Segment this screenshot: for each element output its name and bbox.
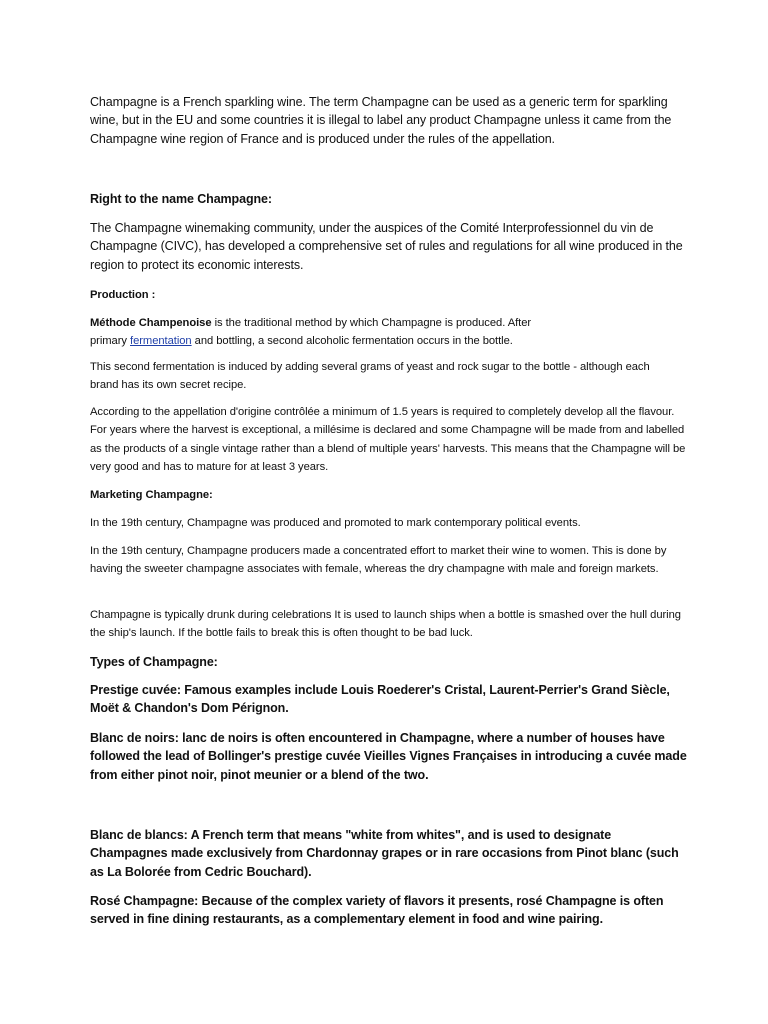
production-heading: Production : (90, 289, 156, 301)
marketing-heading: Marketing Champagne: (90, 489, 213, 501)
blanc-de-noirs-paragraph: Blanc de noirs: lanc de noirs is often encountered in Champagne, where a number of houses have followed the lead of Bollinger's prestige cuvée Vieilles Vignes Françaises in introducing a cuvée made from either pinot noir, pinot meunier or a blend of the two. (90, 731, 687, 782)
methode-text-1: is the traditional method by which Champagne is produced. After primary (90, 317, 532, 348)
second-fermentation-paragraph: This second fermentation is induced by adding several grams of yeast and rock sugar to the bottle - although each brand has its own secret recipe. (90, 361, 650, 392)
methode-text-2: and bottling, a second alcoholic fermentation occurs in the bottle. (191, 335, 513, 348)
prestige-cuvee-paragraph: Prestige cuvée: Famous examples include Louis Roederer's Cristal, Laurent-Perrier's Grand Siècle, Moët & Chandon's Dom Pérignon. (90, 683, 670, 716)
marketing-paragraph-3: Champagne is typically drunk during celebrations It is used to launch ships when a bottle is smashed over the hull during the ship's launch. If the bottle fails to break this is often thought to be bad luck. (90, 609, 681, 640)
methode-term: Méthode Champenoise (90, 317, 212, 329)
blanc-de-blancs-paragraph: Blanc de blancs: A French term that means "white from whites", and is used to designate Champagnes made exclusively from Chardonnay grapes or in rare occasions from Pinot blanc (such as La Bolorée from Cedric Bouchard). (90, 828, 679, 879)
right-to-name-paragraph: The Champagne winemaking community, under the auspices of the Comité Interprofessionnel du vin de Champagne (CIVC), has developed a comprehensive set of rules and regulations for all wine produced in the region to protect its economic interests. (90, 221, 683, 272)
marketing-paragraph-2: In the 19th century, Champagne producers made a concentrated effort to market their wine to women. This is done by having the sweeter champagne associates with female, whereas the dry champagne with male and foreign markets. (90, 545, 667, 576)
marketing-paragraph-1: In the 19th century, Champagne was produced and promoted to mark contemporary political events. (90, 517, 581, 529)
right-to-name-heading: Right to the name Champagne: (90, 192, 272, 206)
methode-paragraph (90, 314, 560, 351)
types-heading: Types of Champagne: (90, 655, 218, 669)
appellation-paragraph: According to the appellation d'origine contrôlée a minimum of 1.5 years is required to completely develop all the flavour. For years where the harvest is exceptional, a millésime is declared and some Champagne will be made from and labelled as the products of a single vintage rather than a blend of multiple years' harvests. This means that the Champagne will be very good and has to mature for at least 3 years. (90, 406, 686, 473)
rose-champagne-paragraph: Rosé Champagne: Because of the complex variety of flavors it presents, rosé Champagne is often served in fine dining restaurants, as a complementary element in food and wine pairing. (90, 894, 664, 927)
intro-paragraph: Champagne is a French sparkling wine. The term Champagne can be used as a generic term for sparkling wine, but in the EU and some countries it is illegal to label any product Champagne unless it came from the Champagne wine region of France and is produced under the rules of the appellation. (90, 95, 672, 146)
fermentation-link[interactable]: fermentation (130, 335, 192, 348)
